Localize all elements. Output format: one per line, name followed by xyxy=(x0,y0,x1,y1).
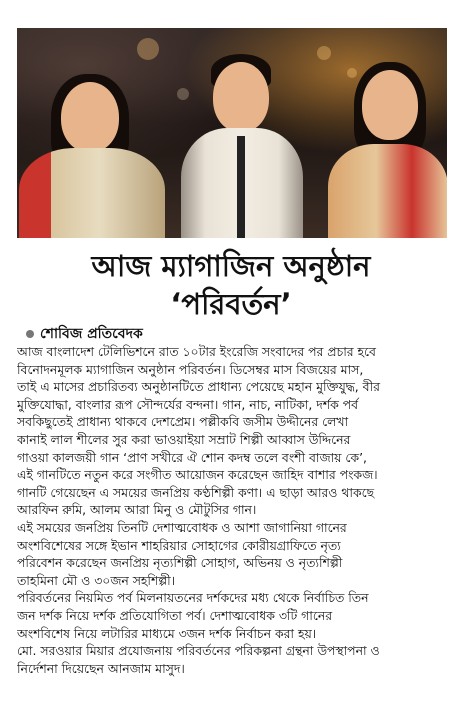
article-line: বিনোদনমূলক ম্যাগাজিন অনুষ্ঠান পরিবর্তন। ডিসেম্বর মাস বিজয়ের মাস, xyxy=(17,361,364,377)
headline xyxy=(0,247,462,323)
article-line: অংশবিশেষ নিয়ে লটারির মাধ্যমে ৩জন দর্শক নির্বাচন করা হয়। xyxy=(17,625,317,641)
host-center-figure xyxy=(177,40,307,238)
article-line: মুক্তিযোদ্ধা, বাংলার রূপ সৌন্দর্যের বন্দনা। গান, নাচ, নাটিকা, দর্শক পর্ব xyxy=(17,396,358,412)
bullet-icon xyxy=(26,330,34,338)
article-line: পরিবর্তনের নিয়মিত পর্ব মিলনায়তনের দর্শকদের মধ্য থেকে নির্বাচিত তিন xyxy=(17,590,369,606)
article-photo xyxy=(17,28,447,238)
article-line: গাওয়া কালজয়ী গান ‘প্রাণ সখীরে ঐ শোন কদম্ব তলে বংশী বাজায় কে’, xyxy=(17,449,367,465)
article-line: গানটি গেয়েছেন এ সময়ের জনপ্রিয় কণ্ঠশিল্পী কণা। এ ছাড়া আরও থাকছে xyxy=(17,484,375,500)
article-line: মো. সরওয়ার মিয়ার প্রযোজনায় পরিবর্তনের পরিকল্পনা গ্রন্থনা উপস্থাপনা ও xyxy=(17,643,380,659)
article-body xyxy=(17,343,449,677)
article-paragraph xyxy=(17,343,449,677)
host-right-figure xyxy=(322,40,447,238)
article-line: কানাই লাল শীলের সুর করা ভাওয়াইয়া সম্রাট শিল্পী আব্বাস উদ্দিনের xyxy=(17,431,351,447)
headline-line-2: ‘পরিবর্তন’ xyxy=(170,287,292,321)
article-line: সবকিছুতেই প্রাধান্য থাকবে দেশপ্রেম। পল্লীকবি জসীম উদ্দীনের লেখা xyxy=(17,414,349,430)
host-left-figure xyxy=(17,40,167,238)
article-line: তাই এ মাসের প্রচারিতব্য অনুষ্ঠানটিতে প্রাধান্য পেয়েছে মহান মুক্তিযুদ্ধ, বীর xyxy=(17,379,380,395)
reporter-name: শোবিজ প্রতিবেদক xyxy=(40,326,143,342)
article-line: পরিবেশন করেছেন জনপ্রিয় নৃত্যশিল্পী সোহাগ, অভিনয় ও নৃত্যশিল্পী xyxy=(17,555,343,571)
headline-line-1: আজ ম্যাগাজিন অনুষ্ঠান xyxy=(91,249,371,283)
article-line: জন দর্শক নিয়ে দর্শক প্রতিযোগিতা পর্ব। দেশাত্মবোধক ৩টি গানের xyxy=(17,607,333,623)
article-line: অংশবিশেষের সঙ্গে ইভান শাহরিয়ার সোহাগের কোরীয়গ্রাফিতে নৃত্য xyxy=(17,537,341,553)
article-line: আজ বাংলাদেশ টেলিভিশনে রাত ১০টার ইংরেজি সংবাদের পর প্রচার হবে xyxy=(17,344,376,359)
article-line: তাহমিনা মৌ ও ৩০জন সহশিল্পী। xyxy=(17,572,176,588)
article-line: এই সময়ের জনপ্রিয় তিনটি দেশাত্মবোধক ও আশা জাগানিয়া গানের xyxy=(17,519,347,535)
article-line: আরফিন রুমি, আলম আরা মিনু ও মৌটুসির গান। xyxy=(17,502,257,518)
article-line: নির্দেশনা দিয়েছেন আনজাম মাসুদ। xyxy=(17,660,185,676)
article-line: এই গানটিতে নতুন করে সংগীত আয়োজন করেছেন জাহিদ বাশার পংকজ। xyxy=(17,467,378,483)
